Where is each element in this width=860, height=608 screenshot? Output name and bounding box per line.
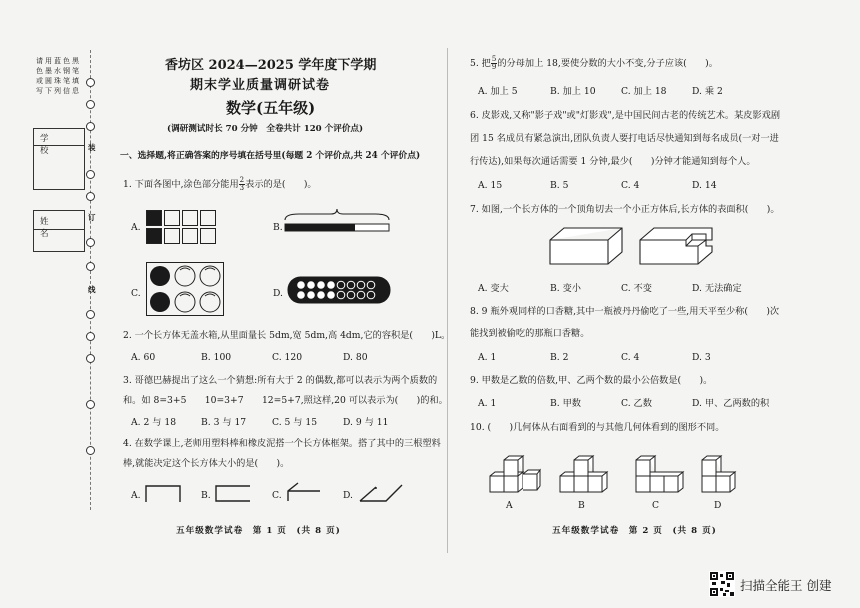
option-label: D.: [343, 490, 353, 501]
option: A. 1: [478, 352, 497, 363]
school-box: [33, 128, 85, 190]
question-8-line2: 能找到被偷吃的那瓶口香糖。: [470, 328, 590, 339]
binding-hole: [86, 170, 95, 179]
option: A. 变大: [478, 283, 509, 294]
binding-sidebar: [0, 0, 110, 560]
option: B. 100: [201, 352, 232, 363]
instruction-note: 请用蓝色黑色墨水钢笔或圆珠笔填写下列信息: [36, 57, 81, 95]
option: C. 加上 18: [621, 86, 667, 97]
brace-bar-figure: [283, 208, 391, 238]
binding-hole: [86, 192, 95, 201]
binding-hole: [86, 332, 95, 341]
name-box: [33, 210, 85, 252]
option: C. 4: [621, 180, 640, 191]
binding-char: 订: [88, 213, 96, 222]
page-divider: [447, 48, 448, 553]
question-1: [123, 177, 317, 192]
figure-label: C: [652, 500, 660, 511]
binding-line: [90, 50, 91, 510]
rods-figure-d: [356, 481, 406, 503]
option: D. 80: [343, 352, 368, 363]
figure-label: B: [578, 500, 585, 511]
cuboid-figure: [548, 226, 624, 266]
question-8-line1: 8. 9 瓶外观同样的口香糖,其中一瓶被丹丹偷吃了一些,用天平至少称( )次: [470, 306, 780, 317]
question-4-line2: 棒,就能决定这个长方体大小的是( )。: [123, 458, 290, 469]
option: C. 4: [621, 352, 640, 363]
cube-stack-c: [632, 450, 688, 494]
option: D. 9 与 11: [343, 417, 389, 428]
option: B. 变小: [550, 283, 581, 294]
question-5-stem: 5. 把: [470, 58, 491, 69]
option-label: B.: [273, 222, 283, 233]
question-9: 9. 甲数是乙数的倍数,甲、乙两个数的最小公倍数是( )。: [470, 375, 713, 386]
section-heading: 一、选择题,将正确答案的序号填在括号里(每题 2 个评价点,共 24 个评价点): [120, 151, 421, 161]
option: A. 60: [131, 352, 156, 363]
binding-char: 装: [88, 143, 96, 152]
binding-hole: [86, 310, 95, 319]
question-3-line2: 和。如 8=3+5 10=3+7 12=5+7,照这样,20 可以表示为( )的和。: [123, 395, 448, 406]
dots-figure: [287, 276, 391, 304]
option: D. 3: [692, 352, 711, 363]
question-10: 10. ( )几何体从右面看到的与其他几何体看到的图形不同。: [470, 422, 725, 433]
question-5-stem: 的分母加上 18,要使分数的大小不变,分子应该( )。: [497, 58, 718, 69]
rods-figure-c: [284, 481, 324, 503]
figure-label: D: [714, 500, 722, 511]
rods-figure-b: [213, 483, 253, 503]
option: B. 2: [550, 352, 569, 363]
option: C. 5 与 15: [272, 417, 318, 428]
option: C. 120: [272, 352, 303, 363]
page-footer-right: 五年级数学试卷 第 2 页 (共 8 页): [552, 526, 717, 536]
option: A. 加上 5: [478, 86, 518, 97]
binding-hole: [86, 400, 95, 409]
option-label: C.: [131, 288, 141, 299]
question-1-stem: 1. 下面各图中,涂色部分能用: [123, 179, 239, 190]
option: A. 15: [478, 180, 503, 191]
figure-label: A: [506, 500, 513, 511]
qr-code-icon: [709, 571, 735, 597]
option: D. 乘 2: [692, 86, 723, 97]
exam-subject: 数学(五年级): [226, 99, 316, 117]
question-7: 7. 如图,一个长方体的一个顶角切去一个小正方体后,长方体的表面积( )。: [470, 204, 780, 215]
option: B. 5: [550, 180, 569, 191]
cube-stack-d: [698, 450, 738, 494]
cube-stack-b: [556, 450, 616, 494]
question-2: 2. 一个长方体无盖水箱,从里面量长 5dm,宽 5dm,高 4dm,它的容积是( )L。: [123, 330, 451, 341]
exam-info: (调研测试时长 70 分钟 全卷共计 120 个评价点): [167, 124, 364, 134]
option-label: A.: [131, 222, 141, 233]
option-label: C.: [272, 490, 282, 501]
option: A. 2 与 18: [131, 417, 177, 428]
binding-hole: [86, 354, 95, 363]
exam-title-line1: 香坊区 2024—2025 学年度下学期: [165, 58, 377, 73]
option: B. 甲数: [550, 398, 581, 409]
option: C. 不变: [621, 283, 652, 294]
rods-figure-a: [143, 483, 183, 503]
cube-stack-a: [486, 450, 542, 494]
question-6-line2: 团 15 名成员有紧急演出,团队负责人要打电话尽快通知到每名成员(一对一进: [470, 133, 779, 144]
binding-hole: [86, 262, 95, 271]
option-label: D.: [273, 288, 283, 299]
fraction: $\frac{2}{3}$: [239, 176, 245, 192]
fraction: $\frac{5}{9}$: [491, 55, 497, 71]
option: D. 甲、乙两数的积: [692, 398, 770, 409]
name-label: 姓名: [40, 217, 63, 239]
option: D. 无法确定: [692, 283, 742, 294]
binding-hole: [86, 446, 95, 455]
question-5: [470, 56, 718, 71]
cut-cuboid-figure: [638, 226, 714, 266]
question-6-line3: 行传达),如果每次通话需要 1 分钟,最少( )分钟才能通知到每个人。: [470, 156, 756, 167]
binding-hole: [86, 78, 95, 87]
question-6-line1: 6. 皮影戏,又称"影子戏"或"灯影戏",是中国民间古老的传统艺术。某皮影戏剧: [470, 110, 781, 121]
page-footer-left: 五年级数学试卷 第 1 页 (共 8 页): [176, 526, 341, 536]
option-label: A.: [131, 490, 141, 501]
option: A. 1: [478, 398, 497, 409]
fruit-figure: [146, 262, 224, 316]
binding-hole: [86, 100, 95, 109]
school-label: 学校: [40, 134, 63, 156]
option-label: B.: [201, 490, 211, 501]
option: B. 加上 10: [550, 86, 596, 97]
binding-hole: [86, 238, 95, 247]
option: B. 3 与 17: [201, 417, 247, 428]
binding-hole: [86, 122, 95, 131]
question-1-stem: 表示的是( )。: [245, 179, 317, 190]
question-4-line1: 4. 在数学课上,老师用塑料棒和橡皮泥搭一个长方体框架。搭了其中的三根塑料: [123, 438, 441, 449]
binding-char: 线: [88, 285, 96, 294]
option: D. 14: [692, 180, 717, 191]
option: C. 乙数: [621, 398, 652, 409]
scanner-watermark: 扫描全能王 创建: [740, 578, 832, 593]
question-3-line1: 3. 哥德巴赫提出了这么一个猜想:所有大于 2 的偶数,都可以表示为两个质数的: [123, 375, 438, 386]
exam-title-line2: 期末学业质量调研试卷: [190, 78, 331, 93]
